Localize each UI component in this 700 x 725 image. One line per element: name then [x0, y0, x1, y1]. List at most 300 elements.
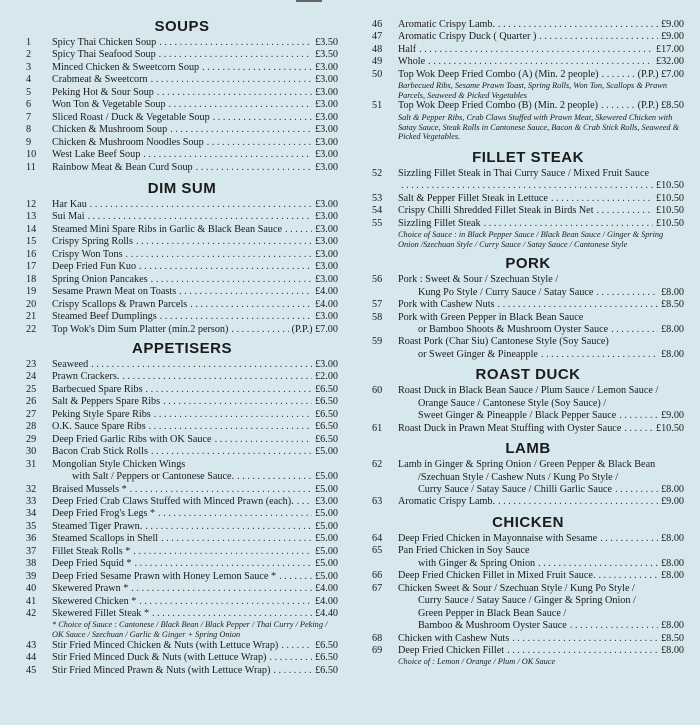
item-number: 7 [26, 111, 32, 123]
item-line [398, 56, 684, 68]
item-price: £8.00 [661, 645, 684, 657]
item-name: Mongolian Style Chicken Wings [52, 458, 186, 470]
item-line [398, 608, 684, 620]
menu-item [26, 286, 338, 298]
item-line [398, 545, 684, 557]
item-line [52, 124, 338, 136]
item-price: £3.00 [315, 136, 338, 148]
menu-item [26, 496, 338, 508]
item-name: West Lake Beef Soup [52, 149, 141, 161]
item-name: Sizzling Fillet Steak [398, 217, 481, 229]
item-line [398, 31, 684, 43]
dot-leader [512, 633, 658, 645]
item-line [52, 533, 338, 545]
item-body [52, 162, 338, 174]
item-number: 57 [372, 299, 383, 311]
item-name: Peking Style Spare Ribs [52, 408, 151, 420]
dot-leader [133, 546, 312, 558]
menu-item [372, 218, 684, 250]
item-body [52, 249, 338, 261]
item-name: Sliced Roast / Duck & Vegetable Soup [52, 111, 210, 123]
item-number: 59 [372, 336, 383, 348]
item-price: £17.00 [655, 43, 684, 55]
item-number: 58 [372, 311, 383, 323]
item-price: £6.50 [315, 652, 338, 664]
menu-item [372, 336, 684, 361]
item-price: £6.50 [315, 664, 338, 676]
dot-leader [158, 508, 312, 520]
item-number: 31 [26, 458, 37, 470]
item-name: or Bamboo Shoots & Mushroom Oyster Sauce [418, 323, 609, 335]
item-number: 40 [26, 583, 37, 595]
menu-item [372, 496, 684, 508]
menu-item [26, 299, 338, 311]
item-line [398, 558, 684, 570]
item-name: Bamboo & Mushroom Oyster Sauce [418, 620, 567, 632]
item-body [52, 421, 338, 433]
item-body [52, 224, 338, 236]
item-name: Prawn Crackers. [52, 371, 120, 383]
dot-leader [213, 112, 312, 124]
item-line [52, 274, 338, 286]
item-name: with Ginger & Spring Onion [418, 557, 536, 569]
menu-item [26, 446, 338, 458]
menu-item [26, 324, 338, 336]
menu-item [26, 459, 338, 484]
menu-item [26, 49, 338, 61]
dot-leader [139, 261, 312, 273]
dot-leader [619, 410, 658, 422]
section-title-pork: PORK [505, 255, 551, 273]
dot-leader [281, 640, 312, 652]
item-number: 13 [26, 211, 37, 223]
item-name: Aromatic Crispy Lamb. [398, 496, 496, 508]
item-name: /Szechuan Style / Cashew Nuts / Kung Po Style / [418, 471, 619, 483]
item-price: £5.00 [315, 508, 338, 520]
item-body [398, 336, 684, 361]
item-line [52, 359, 338, 371]
item-number: 69 [372, 645, 383, 657]
dot-leader [596, 287, 658, 299]
item-body [52, 211, 338, 223]
item-name: Green Pepper in Black Bean Sauce / [418, 607, 567, 619]
item-body [398, 545, 684, 570]
item-number: 35 [26, 520, 37, 532]
item-name: Pork with Green Pepper in Black Bean Sauce [398, 311, 584, 323]
item-price: £3.00 [315, 124, 338, 136]
menu-item [26, 396, 338, 408]
item-body [52, 49, 338, 61]
item-number: 52 [372, 167, 383, 179]
item-price: £6.50 [315, 408, 338, 420]
item-body [398, 168, 684, 193]
item-number: 21 [26, 311, 37, 323]
section-title-chicken: CHICKEN [492, 513, 564, 531]
item-body [398, 274, 684, 299]
item-name: Barbecued Spare Ribs [52, 383, 143, 395]
dot-leader [146, 384, 313, 396]
item-name: Steamed Mini Spare Ribs in Garlic & Black Bean Sauce [52, 223, 283, 235]
item-price: £3.00 [315, 61, 338, 73]
item-number: 66 [372, 570, 383, 582]
menu-item [372, 423, 684, 435]
item-number: 36 [26, 533, 37, 545]
item-body [52, 149, 338, 161]
menu-item [26, 99, 338, 111]
item-body [398, 31, 684, 43]
item-line [52, 261, 338, 273]
menu-item [26, 508, 338, 520]
section-title-lamb: LAMB [505, 440, 551, 458]
item-body [398, 193, 684, 205]
item-body [52, 571, 338, 583]
item-number: 60 [372, 385, 383, 397]
menu-item [26, 533, 338, 545]
item-line [52, 249, 338, 261]
item-number: 47 [372, 31, 383, 43]
item-name: Whole [398, 56, 426, 68]
dot-leader [570, 620, 658, 632]
dot-leader [602, 69, 635, 81]
item-body [52, 583, 338, 595]
item-line [52, 286, 338, 298]
item-line [52, 211, 338, 223]
dot-leader [597, 205, 653, 217]
item-name: Deep Fried Chicken in Mayonnaise with Sesame [398, 532, 598, 544]
item-number: 1 [26, 37, 32, 48]
item-price: (P.P.) £8.50 [637, 100, 684, 112]
item-line [398, 385, 684, 397]
item-line [52, 558, 338, 570]
menu-item [26, 62, 338, 74]
item-number: 28 [26, 421, 37, 433]
item-name: Spicy Thai Seafood Soup [52, 49, 156, 61]
menu-item [26, 371, 338, 383]
item-name: Top Wok Deep Fried Combo (B) (Min. 2 people) [398, 100, 599, 112]
item-number: 3 [26, 61, 32, 73]
item-price: £3.00 [315, 111, 338, 123]
item-line [52, 236, 338, 248]
item-number: 27 [26, 408, 37, 420]
item-price: £6.50 [315, 421, 338, 433]
dot-leader [131, 583, 312, 595]
item-line [52, 471, 338, 483]
item-line [52, 446, 338, 458]
dot-leader [615, 484, 658, 496]
dot-leader [136, 236, 312, 248]
dot-leader [601, 100, 635, 112]
menu-item [372, 274, 684, 299]
item-body [52, 324, 338, 336]
item-number: 44 [26, 652, 37, 664]
item-name: with Salt / Peppers or Cantonese Sauce. [72, 471, 235, 483]
item-line [398, 274, 684, 286]
item-name: Pork with Cashew Nuts [398, 299, 495, 311]
item-name: Aromatic Crispy Lamb. [398, 19, 496, 30]
item-body [398, 44, 684, 56]
dot-leader [237, 471, 312, 483]
item-price: £5.00 [315, 533, 338, 545]
item-name: Crabmeat & Sweetcorn [52, 74, 148, 86]
item-line [398, 583, 684, 595]
item-number: 65 [372, 545, 383, 557]
menu-item [26, 311, 338, 323]
dot-leader [538, 558, 658, 570]
menu-item [372, 385, 684, 422]
item-body [52, 459, 338, 484]
item-line [52, 409, 338, 421]
item-line [52, 311, 338, 323]
item-price: £9.00 [661, 496, 684, 508]
item-name: Sizzling Fillet Steak in Thai Curry Sauce / Mixed Fruit Sauce [398, 167, 650, 179]
item-price: £3.00 [315, 211, 338, 223]
menu-item [372, 645, 684, 667]
item-name: Spring Onion Pancakes [52, 273, 148, 285]
menu-item [372, 545, 684, 570]
item-price: £32.00 [655, 56, 684, 68]
menu-item [372, 31, 684, 43]
dot-leader [551, 193, 653, 205]
menu-item [372, 56, 684, 68]
item-name: Fillet Steak Rolls * [52, 545, 131, 557]
item-number: 68 [372, 632, 383, 644]
item-body [398, 423, 684, 435]
item-line [398, 349, 684, 361]
item-line [52, 421, 338, 433]
item-price: £3.00 [315, 248, 338, 260]
item-name: Bacon Crab Stick Rolls [52, 446, 148, 458]
right-column [372, 0, 684, 667]
item-price: £3.00 [315, 358, 338, 370]
item-number: 34 [26, 508, 37, 520]
item-line [52, 49, 338, 61]
menu-item [26, 484, 338, 496]
item-price: £10.50 [655, 205, 684, 217]
dot-leader [126, 249, 313, 261]
item-price: £5.00 [315, 446, 338, 458]
item-body [52, 261, 338, 273]
item-price: £8.00 [661, 620, 684, 632]
item-number: 63 [372, 496, 383, 508]
item-line [52, 521, 338, 533]
item-number: 41 [26, 595, 37, 607]
menu-item [26, 665, 338, 677]
dot-leader [285, 224, 312, 236]
item-note: Barbecued Ribs, Sesame Prawn Toast, Spring Rolls, Won Ton, Scallops & Prawn Parcels, Seaweed & Picked Vegetables [398, 81, 667, 100]
dot-leader [151, 446, 312, 458]
item-line [398, 205, 684, 217]
item-body [52, 286, 338, 298]
item-body [52, 199, 338, 211]
dot-leader [190, 299, 312, 311]
section-title-appetisers: APPETISERS [131, 339, 233, 357]
item-line [52, 508, 338, 520]
item-line [52, 496, 338, 508]
item-price: £3.00 [315, 311, 338, 323]
item-price: £8.00 [661, 286, 684, 298]
item-body [52, 299, 338, 311]
item-name: Steamed Tiger Prawn. [52, 520, 143, 532]
item-name: Curry Sauce / Satay Sauce / Chilli Garlic Sauce [418, 484, 613, 496]
dot-leader [196, 162, 312, 174]
dot-leader [152, 608, 312, 620]
menu-item [372, 168, 684, 193]
item-price: £3.00 [315, 495, 338, 507]
item-line [398, 299, 684, 311]
item-number: 46 [372, 19, 383, 30]
item-name: Roast Duck in Prawn Meat Stuffing with Oyster Sauce [398, 422, 622, 434]
item-line [52, 37, 338, 49]
item-number: 18 [26, 273, 37, 285]
item-body [398, 645, 684, 667]
item-number: 11 [26, 161, 36, 173]
item-number: 64 [372, 532, 383, 544]
dot-leader [507, 645, 658, 657]
item-price: (P.P.) £7.00 [291, 323, 338, 335]
menu-item [26, 149, 338, 161]
item-price: £10.50 [655, 422, 684, 434]
item-line [52, 652, 338, 664]
item-number: 24 [26, 371, 37, 383]
item-line [398, 398, 684, 410]
section-title-dim-sum: DIM SUM [147, 179, 217, 197]
item-body [52, 236, 338, 248]
item-body [398, 385, 684, 422]
dot-leader [624, 423, 653, 435]
item-number: 49 [372, 56, 383, 68]
dot-leader [159, 49, 312, 61]
item-number: 67 [372, 582, 383, 594]
item-name: Sweet Ginger & Pineapple / Black Pepper Sauce [418, 410, 617, 422]
item-price: £8.00 [661, 348, 684, 360]
section-title-soups: SOUPS [154, 18, 210, 35]
dot-leader [151, 274, 312, 286]
item-price: £10.50 [655, 217, 684, 229]
item-body [52, 62, 338, 74]
item-line [52, 640, 338, 652]
item-price: £8.00 [661, 323, 684, 335]
item-price: £3.00 [315, 149, 338, 161]
item-price: £3.00 [315, 161, 338, 173]
item-price: £4.00 [315, 595, 338, 607]
item-body [52, 596, 338, 608]
item-body [52, 521, 338, 533]
item-name: Chicken & Mushroom Soup [52, 124, 168, 136]
menu-item [26, 640, 338, 652]
item-price: £3.50 [315, 37, 338, 48]
item-line [398, 633, 684, 645]
item-price: £6.50 [315, 396, 338, 408]
item-body [52, 311, 338, 323]
item-price: £9.00 [661, 410, 684, 422]
item-name: Sui Mai [52, 211, 85, 223]
item-name: Aromatic Crispy Duck ( Quarter ) [398, 31, 537, 43]
menu-item [26, 421, 338, 433]
item-line [52, 112, 338, 124]
menu-item [372, 633, 684, 645]
item-price: £3.00 [315, 223, 338, 235]
dot-leader [498, 496, 658, 508]
dot-leader [122, 371, 312, 383]
menu-item [26, 74, 338, 86]
dot-leader [149, 421, 312, 433]
item-name: O.K. Sauce Spare Ribs [52, 421, 146, 433]
item-number: 29 [26, 433, 37, 445]
item-name: Deep Fried Garlic Ribs with OK Sauce [52, 433, 212, 445]
item-line [52, 583, 338, 595]
item-line [398, 645, 684, 657]
dot-leader [161, 533, 312, 545]
item-body [398, 19, 684, 31]
item-number: 62 [372, 459, 383, 471]
menu-item [372, 100, 684, 141]
item-name: Sesame Prawn Meat on Toasts [52, 286, 177, 298]
item-line [398, 69, 684, 81]
section-title-roast-duck: ROAST DUCK [475, 366, 581, 384]
dot-leader [231, 324, 288, 336]
item-name: Skewered Prawn * [52, 583, 129, 595]
item-number: 12 [26, 198, 37, 210]
item-body [52, 546, 338, 558]
item-price: £10.50 [655, 192, 684, 204]
menu-item [372, 459, 684, 496]
item-price: (P.P.) £7.00 [637, 68, 684, 80]
item-price: £5.00 [315, 570, 338, 582]
item-note: Choice of Sauce : in Black Pepper Sauce / Black Bean Sauce / Ginger & Spring Onion /Szechuan Style / Curry Sauce / Satay Sauce / Cantonese Style [398, 229, 664, 249]
item-body [398, 69, 684, 101]
item-line [398, 472, 684, 484]
item-price: £6.50 [315, 433, 338, 445]
item-name: Curry Sauce / Satay Sauce / Ginger & Spring Onion / [418, 595, 636, 607]
item-body [398, 205, 684, 217]
item-body [398, 100, 684, 141]
item-price: £10.50 [655, 180, 684, 192]
item-line [52, 299, 338, 311]
menu-item [26, 546, 338, 558]
dot-leader [273, 665, 312, 677]
item-number: 45 [26, 664, 37, 676]
item-name: Salt & Pepper Fillet Steak in Lettuce [398, 192, 548, 204]
dot-leader [269, 652, 312, 664]
dot-leader [541, 349, 658, 361]
item-body [52, 446, 338, 458]
dot-leader [484, 218, 653, 230]
menu-item [372, 570, 684, 582]
item-number: 48 [372, 43, 383, 55]
item-line [52, 324, 338, 336]
item-line [398, 459, 684, 471]
item-number: 2 [26, 49, 32, 61]
item-note: Salt & Pepper Ribs, Crab Claws Stuffed with Prawn Meat, Skewered Chicken with Satay Sauce, Steak Rolls in Cantonese Sauce, Bacon & Crab Stick Rolls, Seaweed & Picked Vegetables. [398, 112, 680, 142]
item-name: Lamb in Ginger & Spring Onion / Green Pepper & Black Bean [398, 459, 656, 471]
item-number: 61 [372, 422, 383, 434]
item-body [52, 74, 338, 86]
item-body [52, 496, 338, 508]
dot-leader [160, 311, 312, 323]
item-body [398, 459, 684, 496]
item-body [52, 533, 338, 545]
item-price: £3.00 [315, 236, 338, 248]
item-price: £2.00 [315, 371, 338, 383]
item-body [398, 633, 684, 645]
item-name: Deep Fried Chicken Fillet [398, 645, 505, 657]
item-number: 54 [372, 205, 383, 217]
item-price: £5.00 [315, 545, 338, 557]
item-body [52, 87, 338, 99]
item-body [52, 640, 338, 652]
item-line [398, 193, 684, 205]
item-number: 53 [372, 192, 383, 204]
